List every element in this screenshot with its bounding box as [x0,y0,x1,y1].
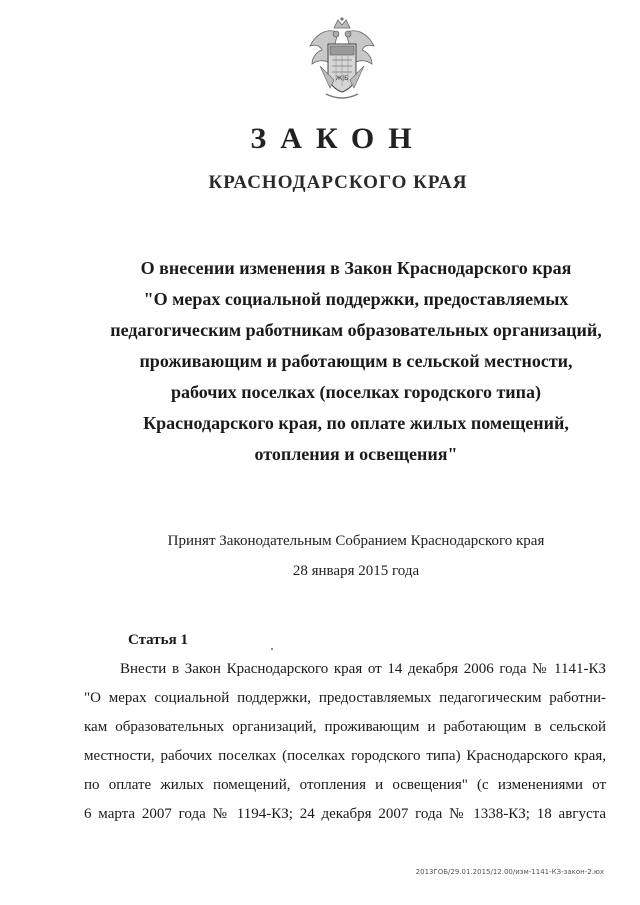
law-title-line: проживающим и работающим в сельской местности, [139,351,573,371]
law-title-line: Краснодарского края, по оплате жилых помещений, [143,413,569,433]
svg-text:Ж|Б: Ж|Б [335,75,349,82]
law-title-line: педагогическим работникам образовательных организаций, [110,320,602,340]
article-line: Внести в Закон Краснодарского края от 14 декабря 2006 года № 1141-КЗ [120,661,606,677]
document-file-code: 2013ГОБ/29.01.2015/12.00/изм-1141-КЗ-закон-2.юх [415,868,604,876]
article-heading: Статья 1 [128,632,188,648]
document-type-heading: ЗАКОН [250,122,426,155]
article-body [84,655,606,829]
coat-of-arms-icon [298,16,386,104]
law-title [96,253,616,470]
adoption-note [96,526,616,586]
article-line: кам образовательных организаций, проживающим и работающим в сельской [84,719,606,735]
region-heading: КРАСНОДАРСКОГО КРАЯ [208,172,468,193]
scan-speck [271,648,273,650]
adoption-body: Принят Законодательным Собранием Краснодарского края [167,533,545,549]
law-title-line: рабочих поселках (поселках городского типа) [170,382,542,402]
article-line: 6 марта 2007 года № 1194-КЗ; 24 декабря 2007 года № 1338-КЗ; 18 августа [84,806,606,822]
adoption-date: 28 января 2015 года [292,563,420,579]
law-title-line: О внесении изменения в Закон Краснодарского края [140,258,572,278]
law-title-line: "О мерах социальной поддержки, предоставляемых [143,289,569,309]
article-line: местности, рабочих поселках (поселках городского типа) Краснодарского края, [84,748,606,764]
article-line: по оплате жилых помещений, отопления и освещения" (с изменениями от [84,777,606,793]
article-line: "О мерах социальной поддержки, предоставляемых педагогическим работни- [84,690,606,706]
law-title-line: отопления и освещения" [254,444,458,464]
